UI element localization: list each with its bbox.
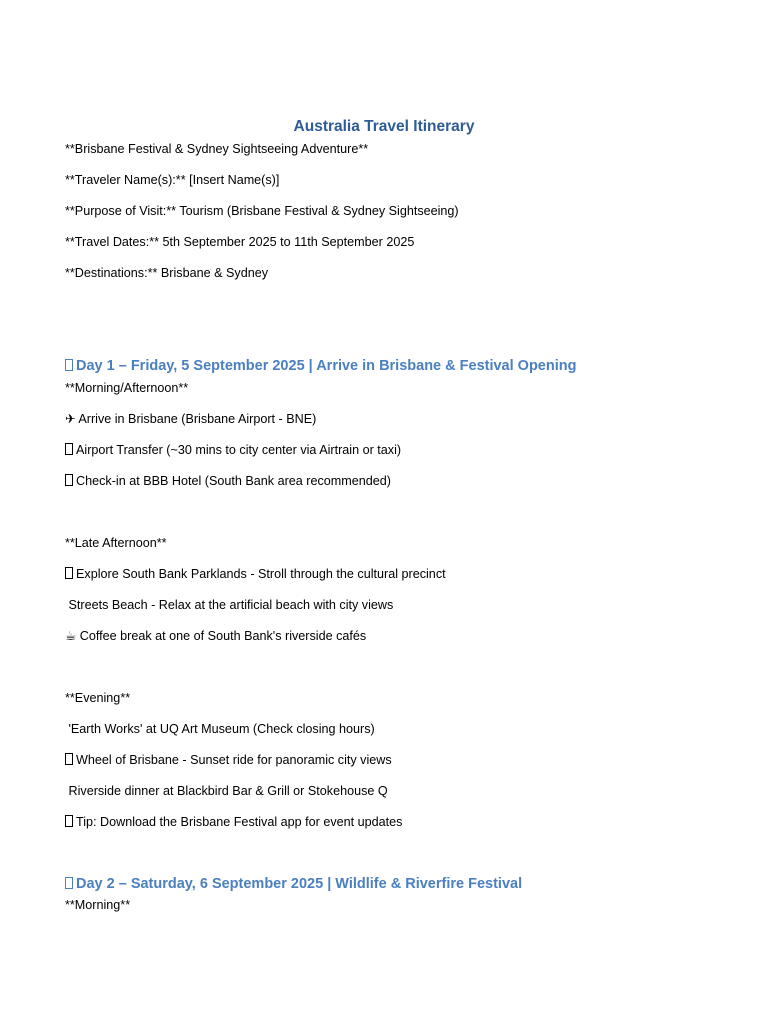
list-item: ☕ Coffee break at one of South Bank's riverside cafés	[65, 629, 367, 643]
day1-heading-text: Day 1 – Friday, 5 September 2025 | Arrive in Brisbane & Festival Opening	[76, 358, 577, 374]
document-title: Australia Travel Itinerary	[293, 118, 475, 135]
day1-evening-label: **Evening**	[65, 691, 131, 705]
missing-glyph-icon	[65, 474, 73, 486]
destinations-line: **Destinations:** Brisbane & Sydney	[65, 266, 269, 280]
missing-glyph-icon	[65, 877, 73, 889]
list-item-text: Explore South Bank Parklands - Stroll through the cultural precinct	[76, 567, 446, 581]
list-item: ✈ Arrive in Brisbane (Brisbane Airport - BNE)	[65, 412, 317, 426]
missing-glyph-icon	[65, 753, 73, 765]
list-item-text: Check-in at BBB Hotel (South Bank area recommended)	[76, 474, 391, 488]
list-item	[65, 814, 402, 830]
day1-morning-label: **Morning/Afternoon**	[65, 381, 189, 395]
missing-glyph-icon	[65, 359, 73, 371]
list-item-text: Airport Transfer (~30 mins to city center via Airtrain or taxi)	[76, 443, 402, 457]
list-item	[65, 442, 401, 458]
missing-glyph-icon	[65, 443, 73, 455]
list-item	[65, 752, 392, 768]
day1-late-afternoon-label: **Late Afternoon**	[65, 536, 167, 550]
missing-glyph-icon	[65, 815, 73, 827]
document-subtitle: **Brisbane Festival & Sydney Sightseeing Adventure**	[65, 142, 369, 156]
list-item-text: Tip: Download the Brisbane Festival app for event updates	[76, 815, 403, 829]
list-item	[65, 566, 446, 582]
list-item: Riverside dinner at Blackbird Bar & Grill or Stokehouse Q	[65, 784, 388, 798]
list-item	[65, 473, 391, 489]
day2-morning-label: **Morning**	[65, 898, 131, 912]
day2-heading-text: Day 2 – Saturday, 6 September 2025 | Wildlife & Riverfire Festival	[76, 876, 523, 892]
travel-dates-line: **Travel Dates:** 5th September 2025 to 11th September 2025	[65, 235, 415, 249]
day1-heading	[65, 357, 576, 375]
list-item: 'Earth Works' at UQ Art Museum (Check closing hours)	[65, 722, 375, 736]
purpose-line: **Purpose of Visit:** Tourism (Brisbane Festival & Sydney Sightseeing)	[65, 204, 459, 218]
day2-heading	[65, 875, 522, 893]
missing-glyph-icon	[65, 567, 73, 579]
traveler-name-line: **Traveler Name(s):** [Insert Name(s)]	[65, 173, 280, 187]
list-item: Streets Beach - Relax at the artificial beach with city views	[65, 598, 394, 612]
list-item-text: Wheel of Brisbane - Sunset ride for panoramic city views	[76, 753, 392, 767]
